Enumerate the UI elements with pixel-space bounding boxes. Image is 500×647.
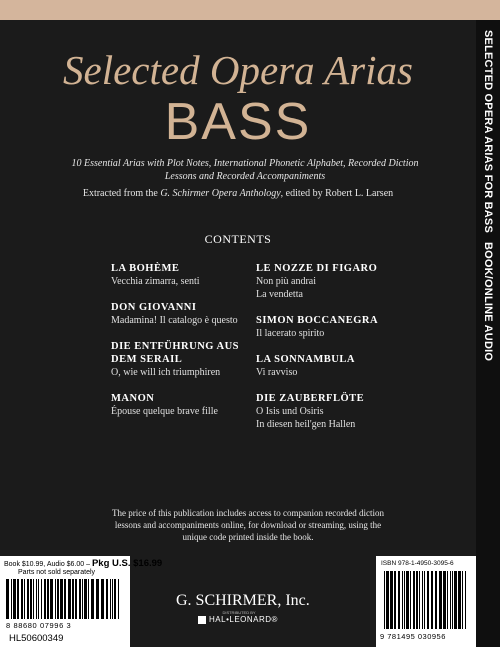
contents-entry: [256, 392, 456, 431]
title-voice-type: BASS: [164, 93, 312, 151]
upc-barcode: [4, 579, 122, 623]
aria-title: Il lacerato spirito: [256, 328, 325, 339]
extract-suffix: , edited by Robert L. Larsen: [280, 188, 394, 199]
upc-digits: 8 88680 07996 3: [6, 621, 72, 630]
opera-title: MANON: [111, 393, 155, 404]
isbn-barcode: [382, 571, 470, 631]
top-color-band: [0, 0, 500, 20]
aria-title: O Isis und Osiris: [256, 406, 324, 417]
extract-credit: [0, 188, 476, 199]
hal-leonard-logo-mark: [198, 616, 206, 624]
contents-entry: [111, 301, 271, 327]
contents-entry: [256, 314, 456, 340]
title-line-1: Selected Opera Arias: [63, 47, 413, 93]
audio-access-note: The price of this publication includes access to companion recorded diction lessons and accompaniments online, for download or streaming, using the unique code printed inside the book.: [112, 508, 384, 542]
contents-entry: [256, 262, 456, 301]
contents-left-column: [111, 262, 271, 431]
contents-entry: [111, 262, 271, 288]
price-line: [4, 558, 163, 569]
aria-title: Madamina! Il catalogo è questo: [111, 315, 238, 326]
price-total: Pkg U.S. $16.99: [91, 558, 163, 569]
opera-title: LA SONNAMBULA: [256, 354, 355, 365]
opera-title: DIE ZAUBERFLÖTE: [256, 393, 365, 404]
subtitle: 10 Essential Arias with Plot Notes, International Phonetic Alphabet, Recorded Diction Lessons and Recorded Accompaniments: [71, 158, 419, 182]
spine-title: SELECTED OPERA ARIAS FOR BASS: [482, 30, 494, 234]
aria-title: La vendetta: [256, 289, 303, 300]
contents-heading: CONTENTS: [204, 232, 272, 246]
price-breakdown: Book $10.99, Audio $6.00 –: [4, 561, 92, 568]
opera-title: LE NOZZE DI FIGARO: [256, 263, 378, 274]
aria-title: Vecchia zimarra, senti: [111, 276, 200, 287]
price-sticker: [0, 556, 163, 647]
opera-title-continued: DEM SERAIL: [111, 354, 183, 365]
extract-source: G. Schirmer Opera Anthology: [160, 188, 281, 199]
opera-title: SIMON BOCCANEGRA: [256, 315, 379, 326]
hal-leonard-wordmark: HAL•LEONARD®: [209, 615, 278, 624]
hal-leonard-logo: [198, 616, 282, 625]
aria-title: Épouse quelque brave fille: [111, 406, 218, 417]
opera-title: DIE ENTFÜHRUNG AUS: [111, 341, 240, 352]
spine: [476, 20, 500, 647]
aria-title: Non più andrai: [256, 276, 316, 287]
distributed-by-label: DISTRIBUTED BY: [222, 610, 256, 615]
isbn-label: ISBN 978-1-4950-3095-6: [381, 560, 454, 567]
isbn-digits: 9 781495 030956: [380, 632, 446, 641]
contents-entry: [256, 353, 456, 379]
price-subnote: Parts not sold separately: [18, 569, 96, 576]
contents-entry: [111, 392, 271, 418]
opera-title: LA BOHÈME: [111, 263, 180, 274]
isbn-sticker: [376, 556, 476, 647]
aria-title: O, wie will ich triumphiren: [111, 367, 221, 378]
extract-prefix: Extracted from the: [82, 188, 161, 199]
publisher-name: G. SCHIRMER, Inc.: [176, 592, 310, 609]
aria-title: Vi ravviso: [256, 367, 298, 378]
aria-title: In diesen heil'gen Hallen: [256, 419, 356, 430]
contents-right-column: [256, 262, 456, 444]
contents-entry: [111, 340, 271, 379]
opera-title: DON GIOVANNI: [111, 302, 197, 313]
spine-edition: BOOK/ONLINE AUDIO: [482, 242, 494, 362]
catalog-number: HL50600349: [9, 633, 64, 644]
